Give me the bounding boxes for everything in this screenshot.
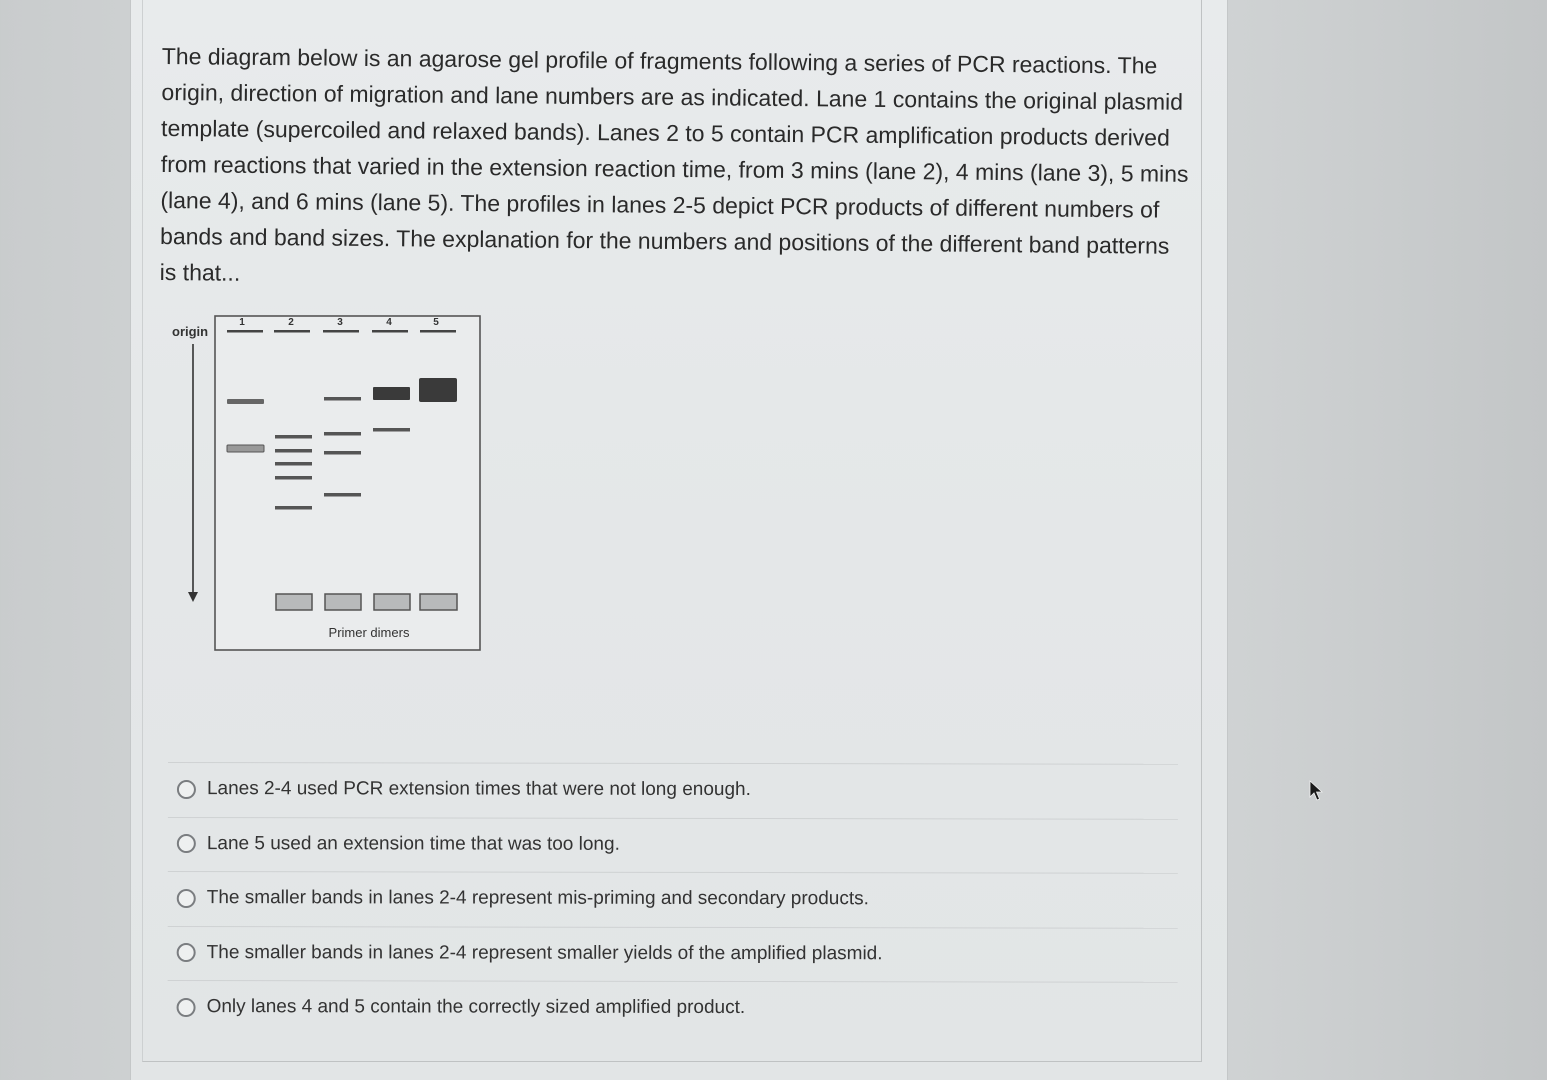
radio-icon[interactable] [177,998,196,1017]
band-lane-3-d [324,493,361,497]
lane-number-2: 2 [288,317,294,328]
primer-dimer-lane-2 [276,594,312,610]
answer-option-label: The smaller bands in lanes 2-4 represent smaller yields of the amplified plasmid. [206,941,883,964]
lane-number-3: 3 [337,317,343,328]
band-lane-3-a [324,397,361,401]
answer-option-3[interactable] [168,871,1178,926]
band-lane-4-b [373,428,410,432]
well-lane-5 [420,330,456,333]
answer-option-4[interactable] [168,925,1178,980]
radio-icon[interactable] [177,834,196,853]
primer-dimer-lane-3 [325,594,361,610]
lane-number-1: 1 [239,317,245,328]
band-lane-2-c [275,462,312,466]
primer-dimers-label: Primer dimers [328,625,410,640]
radio-icon[interactable] [177,943,196,962]
answer-option-label: Only lanes 4 and 5 contain the correctly sized amplified product. [206,996,746,1019]
band-lane-1-supercoiled [227,445,264,452]
band-lane-4-full [373,387,410,400]
primer-dimer-lane-5 [420,594,457,610]
well-lane-4 [372,330,408,333]
lane-number-4: 4 [386,317,392,328]
mouse-cursor-icon [1308,779,1324,803]
answer-option-2[interactable] [168,816,1178,871]
gel-diagram [166,308,486,658]
answer-option-1[interactable] [168,762,1178,817]
question-text: The diagram below is an agarose gel profile of fragments following a series of PCR reactions. The origin, direction of migration and lane numbers are as indicated. Lane 1 contains the original plasmid template (supercoiled and relaxed bands). Lanes 2 to 5 contain PCR amplification products derived from reactions that varied in the extension reaction time, from 3 mins (lane 2), 4 mins (lane 3), 5 mins (lane 4), and 6 mins (lane 5). The profiles in lanes 2-5 depict PCR products of different numbers of bands and band sizes. The explanation for the numbers and positions of the different band patterns is that... [159,42,1189,286]
migration-arrowhead [188,592,198,602]
band-lane-2-a [275,435,312,439]
well-lane-2 [274,330,310,333]
answer-option-label: Lanes 2-4 used PCR extension times that were not long enough. [206,778,751,801]
well-lane-3 [323,330,359,333]
radio-icon[interactable] [177,889,196,908]
band-lane-3-b [324,432,361,436]
lane-number-5: 5 [433,317,439,328]
band-lane-2-e [275,506,312,510]
well-lane-1 [227,330,263,333]
answer-option-5[interactable] [168,980,1178,1035]
band-lane-2-d [275,476,312,480]
origin-label: origin [172,324,209,339]
answer-options [168,762,1178,1036]
band-lane-5-full [419,378,457,402]
answer-option-label: The smaller bands in lanes 2-4 represent mis-priming and secondary products. [206,887,869,910]
primer-dimer-lane-4 [374,594,410,610]
band-lane-3-c [324,451,361,455]
band-lane-1-relaxed [227,399,264,404]
answer-option-label: Lane 5 used an extension time that was too long. [206,832,620,855]
radio-icon[interactable] [177,780,196,799]
band-lane-2-b [275,449,312,453]
